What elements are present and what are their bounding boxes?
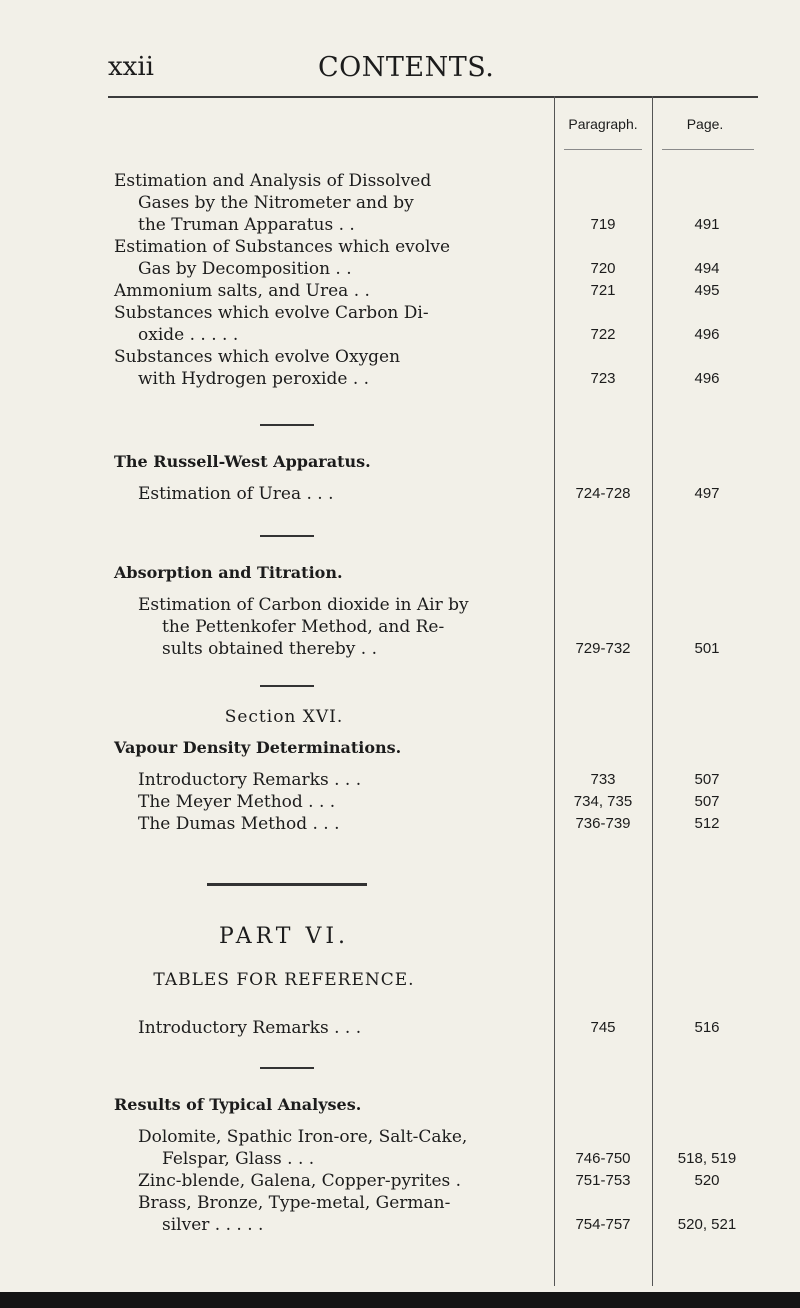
toc-entry-text: Estimation of Carbon dioxide in Air by: [138, 595, 469, 615]
subsection-heading: Vapour Density Determinations.: [114, 738, 402, 757]
toc-entry-text: Zinc-blende, Galena, Copper-pyrites .: [138, 1171, 462, 1191]
paragraph-header-rule: [564, 149, 642, 150]
toc-entry-text: the Truman Apparatus . .: [138, 215, 355, 235]
paragraph-ref: 719: [590, 216, 616, 233]
subsection-heading: Results of Typical Analyses.: [114, 1095, 362, 1114]
toc-entry-text: the Pettenkofer Method, and Re-: [162, 617, 445, 637]
paragraph-ref: 754-757: [575, 1216, 631, 1233]
section-divider: [260, 685, 314, 687]
page-ref: 518, 519: [677, 1150, 737, 1167]
page-number: xxii: [108, 52, 154, 82]
toc-entry-text: Gases by the Nitrometer and by: [138, 193, 414, 213]
page-ref: 507: [694, 793, 720, 810]
paragraph-ref: 722: [590, 326, 616, 343]
paragraph-ref: 729-732: [575, 640, 631, 657]
page-ref: 496: [694, 326, 720, 343]
page-ref: 495: [694, 282, 720, 299]
paragraph-ref: 721: [590, 282, 616, 299]
toc-entry-text: oxide . . . . .: [138, 325, 239, 345]
toc-entry-text: Estimation and Analysis of Dissolved: [114, 171, 432, 191]
page-ref: 512: [694, 815, 720, 832]
header-rule: [108, 96, 758, 98]
paragraph-ref: 734, 735: [573, 793, 633, 810]
section-heading: Section XVI.: [224, 707, 344, 727]
page-title: CONTENTS.: [318, 52, 495, 83]
paragraph-ref: 751-753: [575, 1172, 631, 1189]
paragraph-column-header: Paragraph.: [568, 116, 638, 132]
toc-entry-text: sults obtained thereby . .: [162, 639, 378, 659]
page-header-rule: [662, 149, 754, 150]
toc-entry-text: The Meyer Method . . .: [138, 792, 336, 812]
page-ref: 494: [694, 260, 720, 277]
toc-entry-text: Brass, Bronze, Type-metal, German-: [138, 1193, 451, 1213]
paragraph-ref: 736-739: [575, 815, 631, 832]
paragraph-ref: 724-728: [575, 485, 631, 502]
page-ref: 491: [694, 216, 720, 233]
scan-edge-bar: [0, 1292, 800, 1308]
toc-entry-text: Introductory Remarks . . .: [138, 1018, 362, 1038]
page-ref: 501: [694, 640, 720, 657]
paragraph-ref: 723: [590, 370, 616, 387]
toc-entry-text: Substances which evolve Carbon Di-: [114, 303, 429, 323]
page-ref: 496: [694, 370, 720, 387]
subsection-heading: The Russell-West Apparatus.: [114, 452, 371, 471]
toc-entry-text: The Dumas Method . . .: [138, 814, 340, 834]
toc-entry-text: Felspar, Glass . . .: [162, 1149, 315, 1169]
toc-entry-text: Estimation of Substances which evolve: [114, 237, 451, 257]
page-ref: 516: [694, 1019, 720, 1036]
part-heading: PART VI.: [218, 924, 350, 949]
section-divider: [260, 535, 314, 537]
subsection-heading: Absorption and Titration.: [114, 563, 343, 582]
page-ref: 497: [694, 485, 720, 502]
toc-entry-text: Gas by Decomposition . .: [138, 259, 352, 279]
toc-entry-text: silver . . . . .: [162, 1215, 264, 1235]
section-divider: [260, 1067, 314, 1069]
paragraph-ref: 746-750: [575, 1150, 631, 1167]
toc-entry-text: Dolomite, Spathic Iron-ore, Salt-Cake,: [138, 1127, 468, 1147]
page-ref: 520: [694, 1172, 720, 1189]
section-divider: [260, 424, 314, 426]
page-column-header: Page.: [686, 116, 724, 132]
toc-entry-text: Introductory Remarks . . .: [138, 770, 362, 790]
page-ref: 520, 521: [677, 1216, 737, 1233]
paragraph-ref: 733: [590, 771, 616, 788]
toc-entry-text: Estimation of Urea . . .: [138, 484, 334, 504]
paragraph-ref: 720: [590, 260, 616, 277]
part-subtitle: TABLES FOR REFERENCE.: [153, 970, 415, 990]
page-ref: 507: [694, 771, 720, 788]
part-divider: [207, 883, 367, 886]
toc-entry-text: Substances which evolve Oxygen: [114, 347, 401, 367]
toc-entry-text: with Hydrogen peroxide . .: [138, 369, 370, 389]
toc-entry-text: Ammonium salts, and Urea . .: [114, 281, 370, 301]
paragraph-ref: 745: [590, 1019, 616, 1036]
